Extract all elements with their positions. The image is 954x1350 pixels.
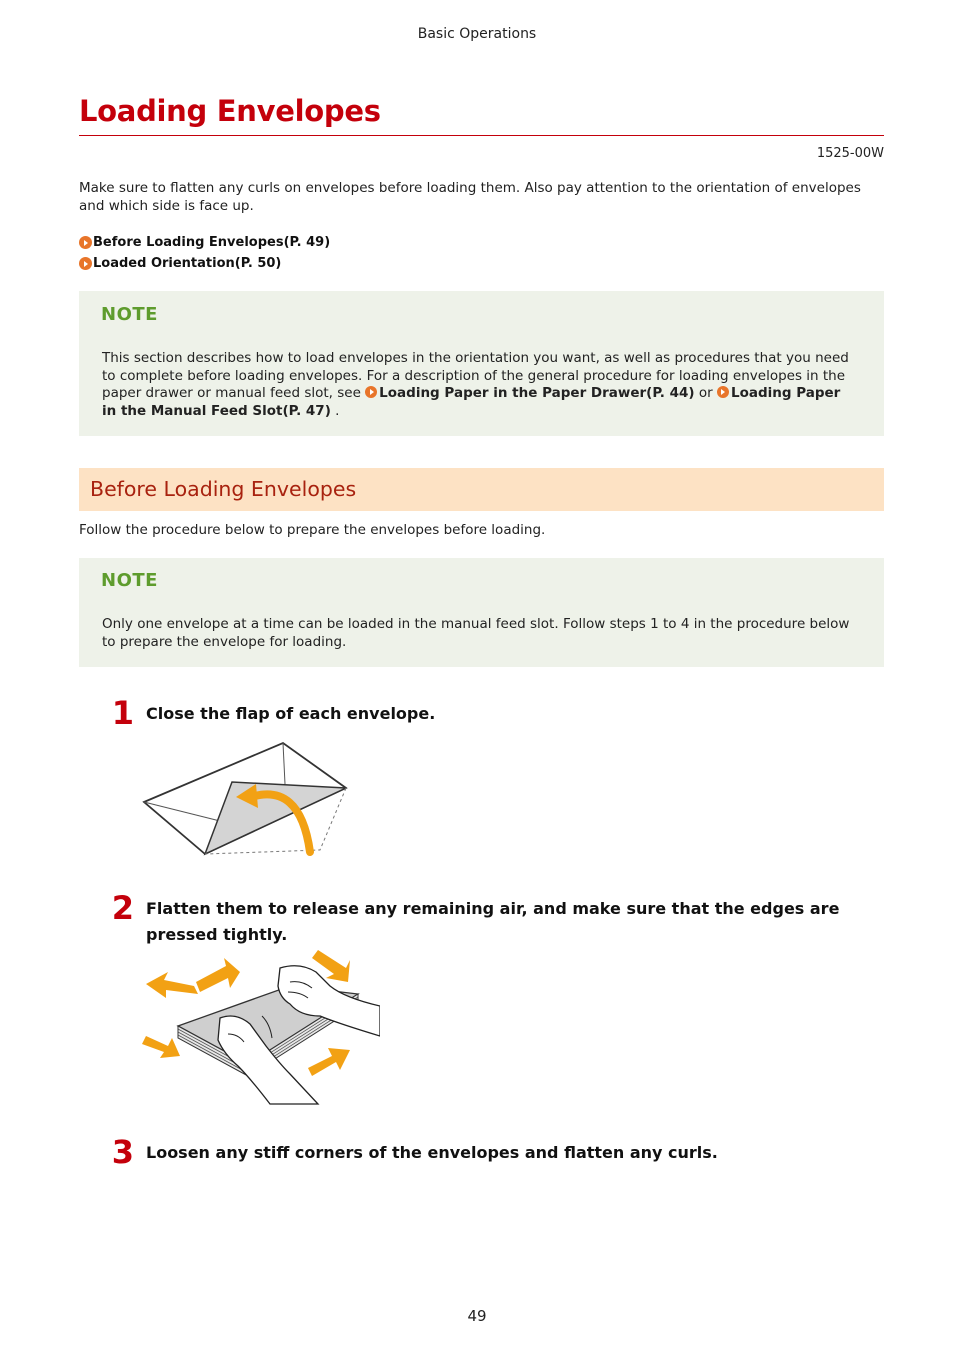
arrow-circle-icon: [79, 236, 92, 249]
page-title: Loading Envelopes: [79, 94, 381, 128]
note-label: NOTE: [101, 304, 158, 325]
arrow-icon: [196, 958, 240, 992]
intro-paragraph: Make sure to flatten any curls on envelopes before loading them. Also pay attention to the orientation of envelopes and which side is face up.: [79, 180, 861, 214]
envelope-flap-illustration: [140, 740, 350, 862]
arrow-circle-icon: [79, 257, 92, 270]
link-loading-paper-drawer[interactable]: Loading Paper in the Paper Drawer(P. 44): [379, 385, 695, 401]
section-title: Before Loading Envelopes: [90, 477, 357, 501]
note-text: This section describes how to load envelopes in the orientation you want, as well as procedures that you need to complete before loading envelopes. For a description of the general procedure for loading envelopes in the paper drawer or manual feed slot, see Loading Paper in the Paper Drawer(P. 44) or Loading Paper in the Manual Feed Slot(P. 47) .: [102, 350, 849, 419]
running-header: Basic Operations: [417, 26, 537, 42]
note-box-2: [79, 558, 884, 667]
link-label: Loaded Orientation(P. 50): [93, 256, 282, 271]
envelope-stack-flattening-illustration: [140, 946, 380, 1106]
section-intro: Follow the procedure below to prepare the envelopes before loading.: [79, 522, 546, 538]
arrow-circle-icon: [717, 386, 729, 398]
step-number: 3: [111, 1133, 134, 1171]
note-label: NOTE: [101, 570, 158, 591]
link-loading-manual-feed-slot[interactable]: Loading Paper in the Manual Feed Slot(P. 47): [102, 385, 841, 419]
note-text: Only one envelope at a time can be loaded in the manual feed slot. Follow steps 1 to 4 in the procedure below to prepare the envelope for loading.: [102, 616, 850, 650]
section-heading-bar: [79, 468, 884, 511]
link-before-loading-envelopes[interactable]: [79, 235, 330, 250]
step-number: 2: [111, 889, 134, 927]
document-id: 1525-00W: [816, 146, 884, 161]
title-divider: [79, 135, 884, 136]
link-label: Before Loading Envelopes(P. 49): [93, 235, 331, 250]
link-loaded-orientation[interactable]: [79, 256, 281, 271]
step-text: Loosen any stiff corners of the envelopes and flatten any curls.: [146, 1143, 718, 1162]
step-text: Close the flap of each envelope.: [146, 704, 436, 723]
step-number: 1: [111, 694, 134, 732]
arrow-circle-icon: [365, 386, 377, 398]
step-text: Flatten them to release any remaining air, and make sure that the edges are pressed tightly.: [146, 899, 840, 944]
page-number: 49: [467, 1307, 487, 1325]
note-box-1: [79, 291, 884, 436]
